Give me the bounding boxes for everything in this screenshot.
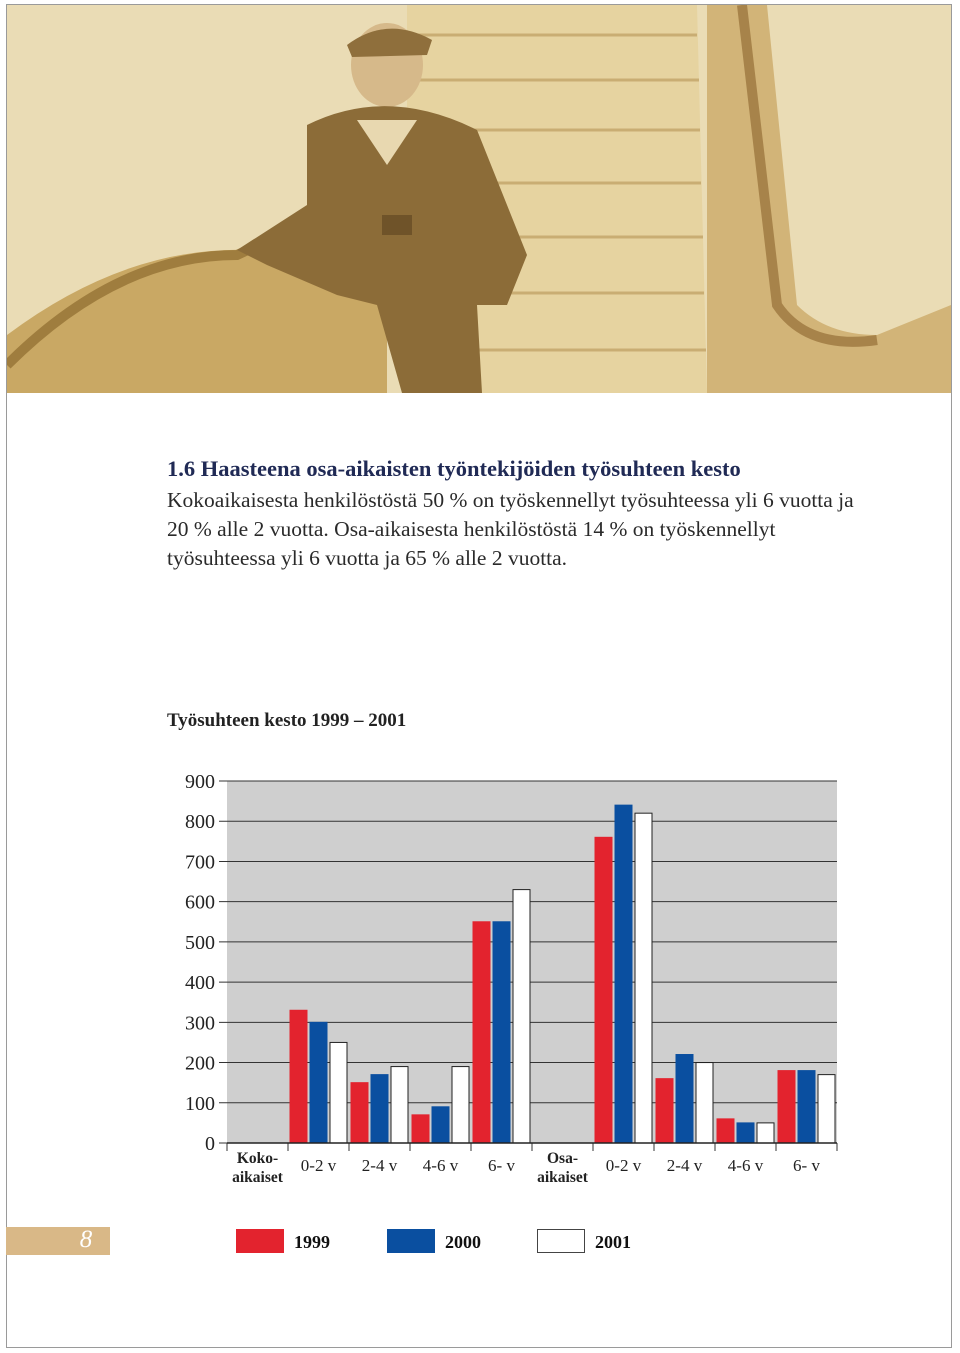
- bar: [473, 922, 490, 1143]
- section-heading: 1.6 Haasteena osa-aikaisten työntekijöiden työsuhteen kesto: [167, 456, 741, 481]
- bar: [351, 1083, 368, 1143]
- page-number: 8: [79, 1226, 93, 1253]
- y-tick-label: 400: [185, 972, 215, 995]
- bar: [290, 1010, 307, 1143]
- bar: [717, 1119, 734, 1143]
- x-tick-label: 4-6 v: [727, 1156, 764, 1175]
- legend-label-1999: 1999: [294, 1232, 330, 1252]
- legend-label-2000: 2000: [445, 1232, 481, 1252]
- x-tick-label: 2-4 v: [361, 1156, 398, 1175]
- bar: [452, 1067, 469, 1143]
- y-tick-label: 200: [185, 1052, 215, 1075]
- bar: [778, 1071, 795, 1143]
- bar: [818, 1075, 835, 1143]
- legend-label-2001: 2001: [595, 1232, 631, 1252]
- x-group-label: Koko-: [236, 1150, 279, 1167]
- y-tick-label: 900: [185, 771, 215, 793]
- y-tick-label: 100: [185, 1092, 215, 1115]
- bar: [635, 813, 652, 1143]
- x-tick-label: 0-2 v: [605, 1156, 642, 1175]
- x-tick-label: 2-4 v: [666, 1156, 703, 1175]
- x-group-label: aikaiset: [537, 1169, 588, 1186]
- bar: [493, 922, 510, 1143]
- bar: [595, 837, 612, 1143]
- x-group-label: aikaiset: [232, 1169, 283, 1186]
- bar: [798, 1071, 815, 1143]
- y-tick-label: 0: [205, 1133, 215, 1155]
- bar: [412, 1115, 429, 1143]
- photo-escalator-man: [7, 5, 951, 393]
- bar: [432, 1107, 449, 1143]
- chart-title: Työsuhteen kesto 1999 – 2001: [167, 710, 407, 731]
- bar: [391, 1067, 408, 1143]
- bar: [371, 1075, 388, 1143]
- bar: [513, 890, 530, 1143]
- legend-swatch-2001: [537, 1229, 585, 1253]
- bar: [615, 805, 632, 1143]
- legend-swatch-2000: [387, 1229, 435, 1253]
- bar-chart: [170, 765, 870, 1195]
- body-paragraph: Kokoaikaisesta henkilöstöstä 50 % on työskennellyt työsuhteessa yli 6 vuotta ja 20 % alle 2 vuotta. Osa-aikaisesta henkilöstöstä 14 % on työskennellyt työsuhteessa yli 6 vuotta ja 65 % alle 2 vuotta.: [167, 488, 854, 570]
- bar: [757, 1123, 774, 1143]
- x-tick-label: 0-2 v: [300, 1156, 337, 1175]
- y-tick-label: 600: [185, 891, 215, 914]
- bar: [330, 1042, 347, 1143]
- y-tick-label: 300: [185, 1012, 215, 1035]
- x-tick-label: 6- v: [488, 1156, 515, 1175]
- y-tick-label: 800: [185, 811, 215, 834]
- x-tick-label: 4-6 v: [422, 1156, 459, 1175]
- y-tick-label: 700: [185, 851, 215, 874]
- y-tick-label: 500: [185, 931, 215, 954]
- bar: [310, 1022, 327, 1143]
- x-tick-label: 6- v: [793, 1156, 820, 1175]
- bar: [737, 1123, 754, 1143]
- legend-swatch-1999: [236, 1229, 284, 1253]
- bar: [656, 1079, 673, 1143]
- bar: [696, 1063, 713, 1143]
- x-group-label: Osa-: [547, 1150, 578, 1167]
- bar: [676, 1055, 693, 1143]
